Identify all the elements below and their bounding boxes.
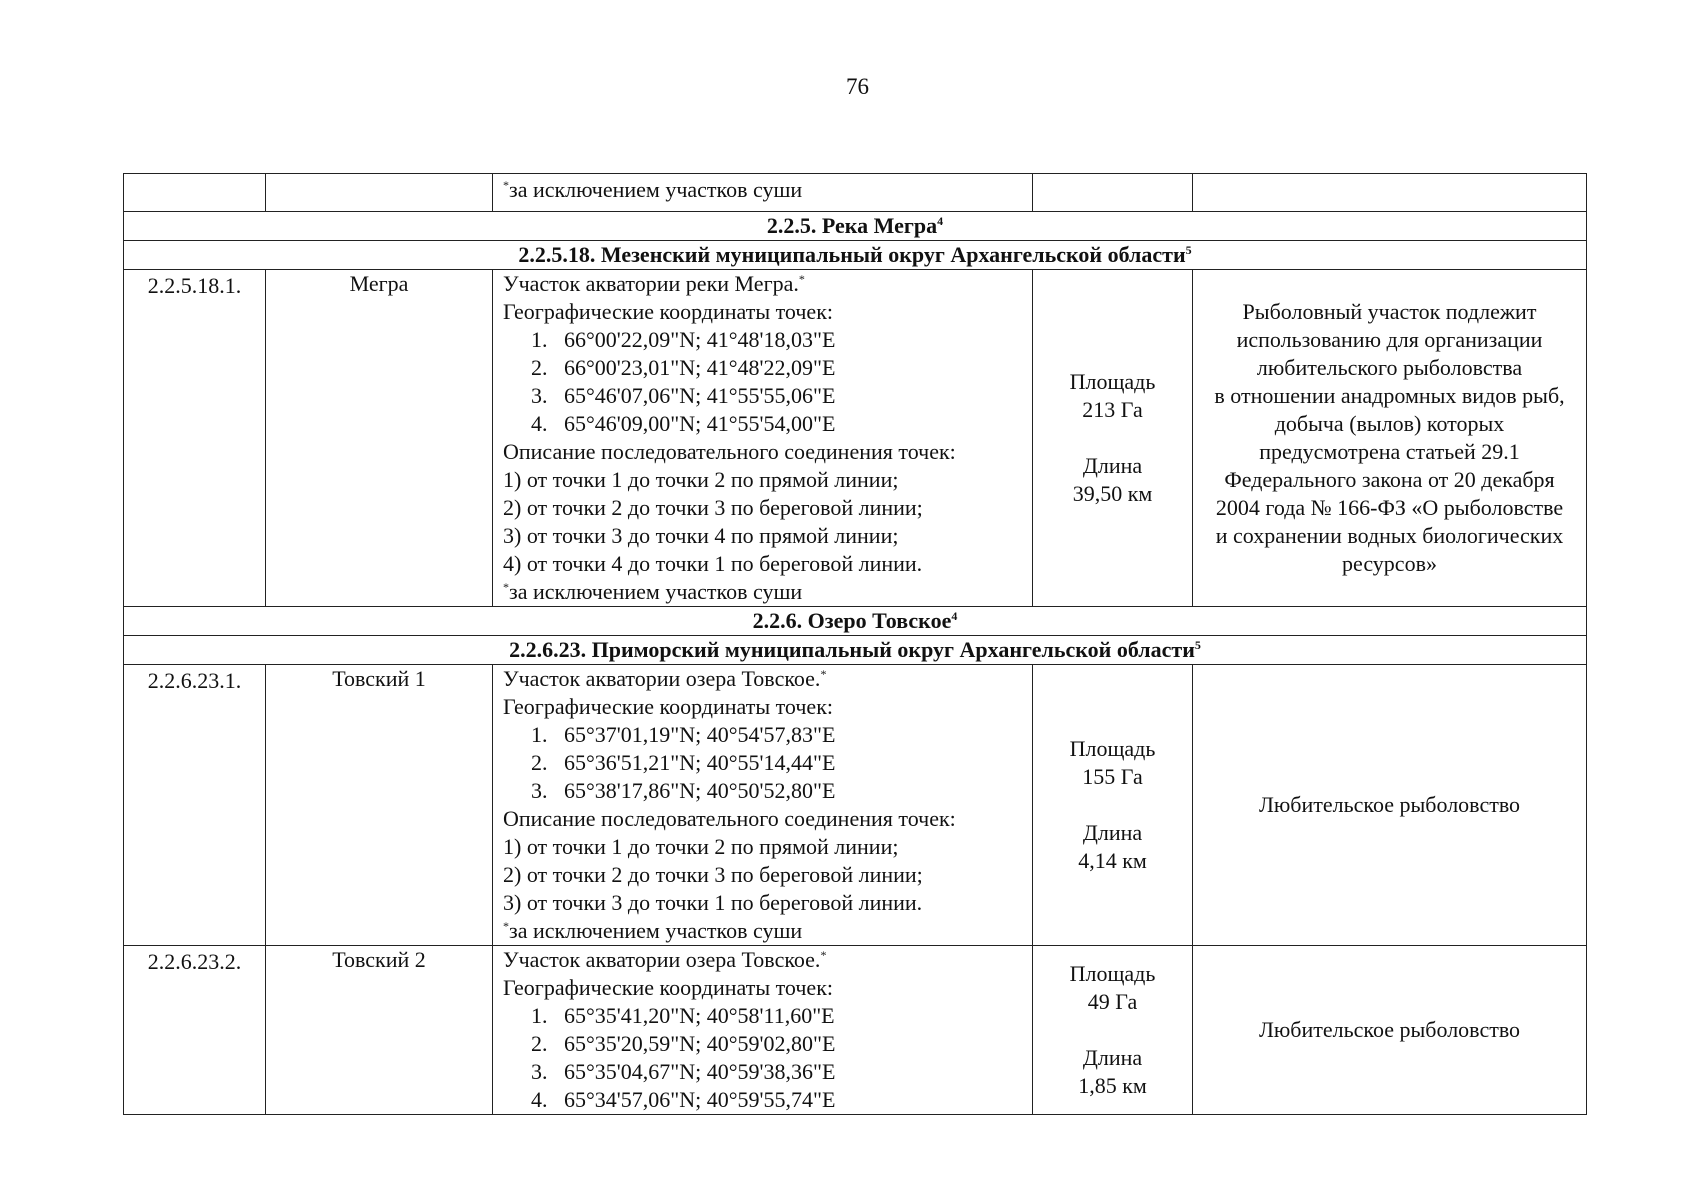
coords-list	[503, 326, 1032, 438]
district-header	[124, 241, 1587, 270]
table-row	[124, 946, 1587, 1115]
area-label: Площадь	[1069, 961, 1156, 986]
coords-list	[503, 721, 1032, 805]
length-value: 39,50 км	[1072, 481, 1153, 506]
coord-item: 4. 65°46'09,00"N; 41°55'54,00"E	[531, 411, 836, 436]
page-number: 76	[846, 74, 869, 99]
connection-item: 1) от точки 1 до точки 2 по прямой линии;	[503, 467, 899, 492]
connection-label: Описание последовательного соединения точек:	[503, 806, 956, 831]
section-title: 2.2.6. Озеро Товское$^4$	[124, 607, 1587, 636]
coord-item: 1. 65°35'41,20"N; 40°58'11,60"E	[531, 1003, 835, 1028]
coord-item: 1. 66°00'22,09"N; 41°48'18,03"E	[531, 327, 836, 352]
table-row	[124, 270, 1587, 607]
row-name: Товский 2	[266, 946, 493, 1115]
empty-cell	[1193, 174, 1587, 212]
section-header	[124, 212, 1587, 241]
coord-item: 2. 65°35'20,59"N; 40°59'02,80"E	[531, 1031, 836, 1056]
exclusion-note: *за исключением участков суши	[503, 579, 803, 604]
coord-item: 4. 65°34'57,06"N; 40°59'55,74"E	[531, 1087, 836, 1112]
connection-item: 3) от точки 3 до точки 4 по прямой линии;	[503, 523, 899, 548]
district-title: 2.2.5.18. Мезенский муниципальный округ Архангельской области$^5$	[124, 241, 1587, 270]
area-value: 155 Га	[1082, 764, 1143, 789]
empty-cell	[1033, 174, 1193, 212]
area-value: 213 Га	[1082, 397, 1143, 422]
section-header	[124, 607, 1587, 636]
description-intro: Участок акватории реки Мегра.*	[503, 271, 805, 296]
area-label: Площадь	[1069, 369, 1156, 394]
coords-label: Географические координаты точек:	[503, 975, 833, 1000]
coord-item: 2. 66°00'23,01"N; 41°48'22,09"E	[531, 355, 836, 380]
coords-label: Географические координаты точек:	[503, 299, 833, 324]
row-description	[493, 665, 1033, 946]
length-value: 4,14 км	[1078, 848, 1147, 873]
row-number: 2.2.5.18.1.	[124, 270, 266, 607]
connection-item: 2) от точки 2 до точки 3 по береговой линии;	[503, 495, 923, 520]
length-label: Длина	[1082, 820, 1143, 845]
connection-item: 2) от точки 2 до точки 3 по береговой линии;	[503, 862, 923, 887]
row-size	[1033, 665, 1193, 946]
row-number: 2.2.6.23.2.	[124, 946, 266, 1115]
coords-list	[503, 1002, 1032, 1114]
area-label: Площадь	[1069, 736, 1156, 761]
description-intro: Участок акватории озера Товское.*	[503, 947, 827, 972]
length-label: Длина	[1082, 453, 1143, 478]
coord-item: 2. 65°36'51,21"N; 40°55'14,44"E	[531, 750, 836, 775]
fishing-areas-table	[123, 173, 1587, 1115]
length-label: Длина	[1082, 1045, 1143, 1070]
empty-cell	[124, 174, 266, 212]
coord-item: 3. 65°46'07,06"N; 41°55'55,06"E	[531, 383, 836, 408]
coord-item: 3. 65°38'17,86"N; 40°50'52,80"E	[531, 778, 836, 803]
coords-label: Географические координаты точек:	[503, 694, 833, 719]
coord-item: 3. 65°35'04,67"N; 40°59'38,36"E	[531, 1059, 836, 1084]
exclusion-note: *за исключением участков суши	[493, 174, 1033, 212]
connection-label: Описание последовательного соединения точек:	[503, 439, 956, 464]
empty-cell	[266, 174, 493, 212]
row-name: Товский 1	[266, 665, 493, 946]
connection-item: 1) от точки 1 до точки 2 по прямой линии;	[503, 834, 899, 859]
row-note: Любительское рыболовство	[1193, 665, 1587, 946]
row-number: 2.2.6.23.1.	[124, 665, 266, 946]
row-description	[493, 270, 1033, 607]
district-title: 2.2.6.23. Приморский муниципальный округ Архангельской области$^5$	[124, 636, 1587, 665]
row-description	[493, 946, 1033, 1115]
length-value: 1,85 км	[1078, 1073, 1147, 1098]
row-name: Мегра	[266, 270, 493, 607]
connection-item: 3) от точки 3 до точки 1 по береговой линии.	[503, 890, 923, 915]
table-row	[124, 665, 1587, 946]
connection-item: 4) от точки 4 до точки 1 по береговой линии.	[503, 551, 923, 576]
exclusion-note: *за исключением участков суши	[503, 918, 803, 943]
row-size	[1033, 270, 1193, 607]
continuation-row	[124, 174, 1587, 212]
area-value: 49 Га	[1087, 989, 1138, 1014]
row-note: Рыболовный участок подлежит использованию для организации любительского рыболовства в отношении анадромных видов рыб, добыча (вылов) которых предусмотрена статьей 29.1 Федерального закона от 20 декабря 2004 года № 166-ФЗ «О рыболовстве и сохранении водных биологических ресурсов»	[1193, 270, 1587, 607]
row-note: Любительское рыболовство	[1193, 946, 1587, 1115]
coord-item: 1. 65°37'01,19"N; 40°54'57,83"E	[531, 722, 836, 747]
district-header	[124, 636, 1587, 665]
description-intro: Участок акватории озера Товское.*	[503, 666, 827, 691]
section-title: 2.2.5. Река Мегра$^4$	[124, 212, 1587, 241]
row-size	[1033, 946, 1193, 1115]
